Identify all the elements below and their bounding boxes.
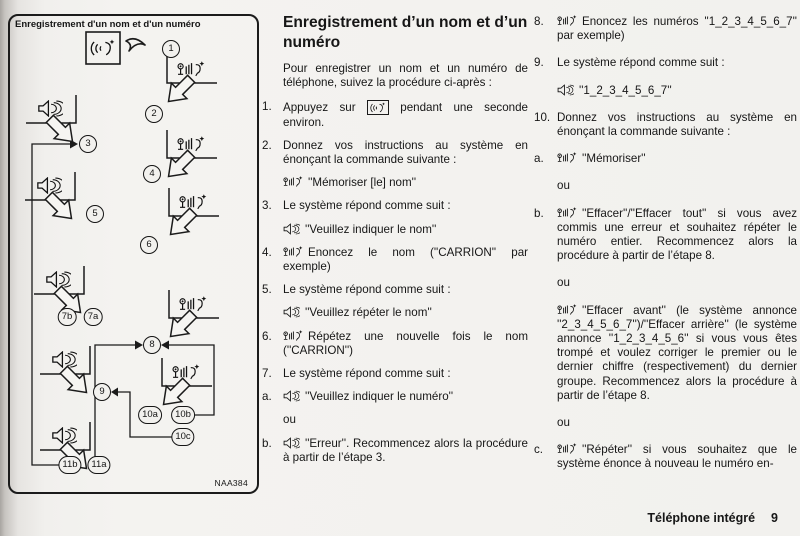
page-number: 9 [771,511,778,525]
step-6 [262,330,528,358]
system-answer-line: ''1_2_3_4_5_6_7'' [534,84,797,98]
step-number: 2. [262,138,272,152]
diagram-node-11b: 11b [58,456,81,474]
step-10 [534,111,797,139]
or-separator: ou [557,416,570,430]
microphone-icon [178,136,204,151]
step-text: ''Erreur''. Recommencez alors la procédure à partir de l’étape 3. [283,436,528,464]
diagram-step4-voice-unit [161,130,217,184]
system-answer-line: ''Veuillez indiquer le nom'' [262,223,528,237]
system-answer-line: ''Veuillez répéter le nom'' [262,306,528,320]
step-text: Le système répond comme suit : [283,367,451,381]
loop-line-10b-to-8 [169,345,214,415]
figure-code: NAA384 [214,478,248,488]
diagram-graphic [10,16,257,492]
microphone-icon [557,443,577,455]
diagram-node-6: 6 [140,236,158,254]
arrowhead-into-9 [111,388,118,397]
diagram-node-5: 5 [86,205,104,223]
step-text: Le système répond comme suit : [557,56,725,70]
microphone-icon [178,61,204,76]
diagram-step10-voice-unit [156,358,212,412]
footer-section-title: Téléphone intégré [647,511,756,525]
step-number: 3. [262,199,272,213]
or-separator: ou [557,179,570,193]
diagram-node-4: 4 [143,165,161,183]
control-lever-icon [126,39,145,51]
step-10b [534,207,797,264]
speaker-icon [283,223,300,235]
speaker-icon [557,84,574,96]
microphone-icon [557,207,577,219]
step-10b-alt [534,304,797,403]
speaker-icon [38,178,65,193]
step-letter: b. [262,436,272,450]
microphone-icon [283,176,303,188]
microphone-icon [557,152,577,164]
step-2 [262,139,528,167]
step-text: ''Effacer avant'' (le système annonce ''2_3_4_5_6_7'')/''Effacer arrière'' (le système annonce ''1_2_3_4_5_6'' si vous vous êtes trompé et voulez corriger le premier ou le dernier chiffre (respectivement) du dernier groupe. Recommencez alors la procédure à partir de l’étape 8. [557,303,797,402]
speaker-icon [53,428,80,443]
step-10a [534,152,797,166]
main-column [262,12,528,474]
step-text: ''Veuillez indiquer le numéro'' [283,390,528,404]
step-number: 6. [262,329,272,343]
speaker-icon [283,306,300,318]
microphone-icon [283,330,303,342]
diagram-node-7a: 7a [84,308,103,326]
step-7a [262,390,528,404]
arrowhead-into-8-right [161,341,169,350]
step-4 [262,246,528,274]
step-number: 8. [534,15,544,28]
loop-line-11a-to-8 [95,345,135,457]
diagram-step5-speaker-unit [25,172,79,226]
diagram-step3-speaker-unit [26,95,80,149]
article-title: Enregistrement d’un nom et d’un numéro [283,14,528,51]
diagram-node-10c: 10c [171,428,194,446]
diagram-title: Enregistrement d'un nom et d'un numéro [15,19,201,30]
voice-button-box [86,32,120,64]
step-text: Enoncez le nom (''CARRION'' par exemple) [283,245,528,274]
diagram-node-3: 3 [79,135,97,153]
step-7b [262,437,528,465]
step-number: 9. [534,56,544,70]
diagram-step2-voice-unit [161,55,217,109]
step-text: ''Mémoriser'' [557,152,797,166]
right-column [534,15,797,485]
voice-button-icon [367,100,389,115]
step-3 [262,199,528,213]
diagram-node-11a: 11a [87,456,110,474]
diagram-step8-voice-unit [163,290,219,344]
diagram-node-10b: 10b [171,406,195,424]
step-number: 7. [262,367,272,381]
step-1 [262,100,528,129]
step-letter: c. [534,443,544,457]
microphone-icon [180,194,206,209]
speaker-icon [53,352,80,367]
microphone-icon [180,296,206,311]
step-9 [534,56,797,70]
or-separator: ou [557,276,570,290]
step-text: Appuyez sur pendant une seconde environ. [283,101,528,129]
step-text: Donnez vos instructions au système en énonçant la commande suivante : [283,138,528,167]
step-10c [534,443,797,471]
speaker-icon [47,272,74,287]
diagram-step9-speaker-unit [40,346,94,400]
page-footer [647,511,778,525]
diagram-node-9: 9 [93,383,111,401]
microphone-icon [283,246,303,258]
step-text: Le système répond comme suit : [283,283,451,297]
intro-paragraph: Pour enregistrer un nom et un numéro de téléphone, suivez la procédure ci-après : [283,62,528,90]
diagram-node-7b: 7b [58,308,77,326]
step-7 [262,367,528,381]
loop-line-11b-to-3 [32,144,70,465]
procedure-diagram-panel [8,14,259,494]
step-text: Répétez une nouvelle fois le nom (''CARRION'') [283,329,528,357]
step-letter: a. [534,152,544,166]
diagram-node-10a: 10a [138,406,162,424]
or-separator: ou [283,413,296,427]
microphone-icon [557,15,577,27]
step-text: Enoncez les numéros ''1_2_3_4_5_6_7'' par exemple) [557,15,797,43]
step-text: ''Répéter'' si vous souhaitez que le système énonce à nouveau le numéro en- [557,443,797,471]
microphone-icon [557,304,577,316]
step-5 [262,283,528,297]
step-text: Donnez vos instructions au système en énonçant la commande suivante : [557,110,797,139]
step-text: ''Effacer''/''Effacer tout'' si vous avez commis une erreur et souhaitez répéter le numéro entier. Recommencez alors la procédure à partir de l’étape 8. [557,206,797,263]
diagram-node-1: 1 [162,40,180,58]
step-number: 10. [534,110,551,124]
step-number: 5. [262,283,272,297]
speaker-icon [283,390,300,402]
speaker-icon [39,101,66,116]
step-letter: a. [262,390,272,404]
speaker-icon [283,437,300,449]
arrowhead-into-8-left [135,341,143,350]
step-number: 4. [262,245,272,259]
diagram-step6-voice-unit [163,188,219,242]
step-text: Le système répond comme suit : [283,199,451,213]
voice-command-line: ''Mémoriser [le] nom'' [262,176,528,190]
diagram-node-2: 2 [145,105,163,123]
step-number: 1. [262,100,272,114]
diagram-node-8: 8 [143,336,161,354]
step-letter: b. [534,206,544,220]
microphone-icon [173,364,199,379]
step-8 [534,15,797,43]
